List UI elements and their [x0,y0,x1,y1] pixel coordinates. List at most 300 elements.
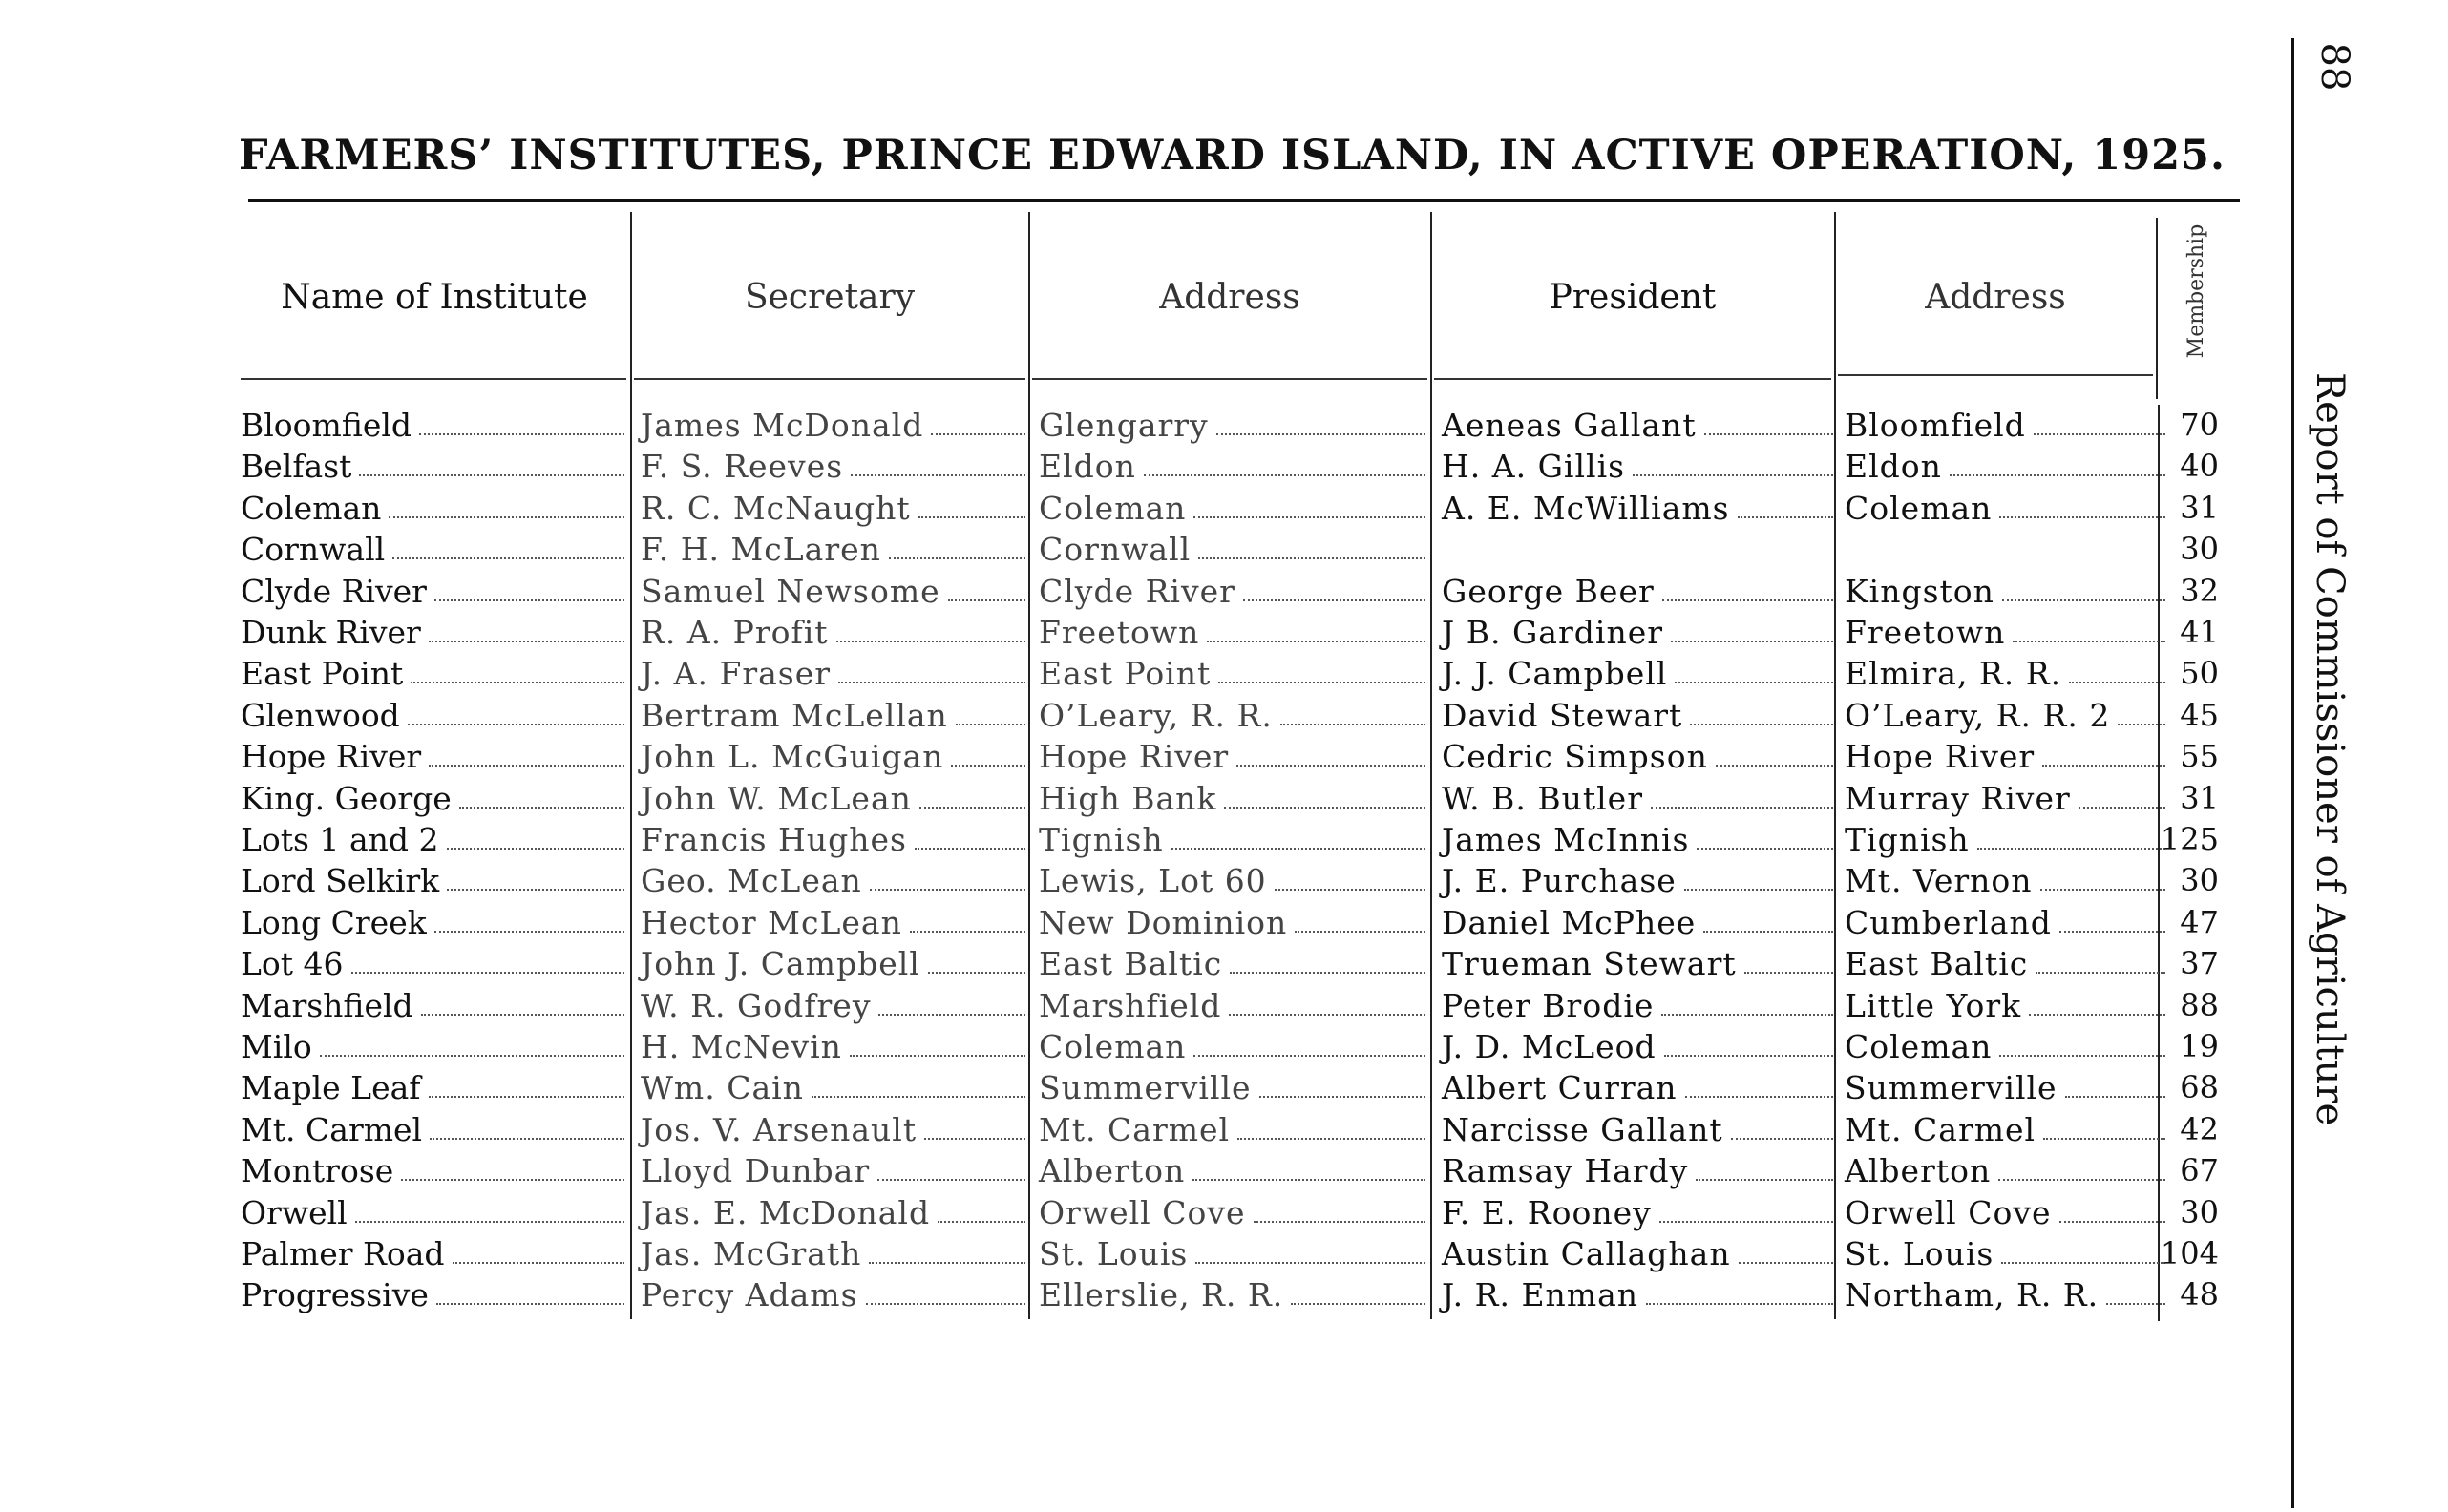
dot-leader [2013,640,2165,642]
dot-leader [2002,599,2165,601]
cell-membership-text: 50 [2180,655,2219,691]
dot-leader [877,1179,1025,1181]
cell-president [1442,612,1833,653]
dot-leader [1690,724,1833,725]
cell-secretary [641,571,1025,612]
cell-president-text: Cedric Simpson [1442,738,1708,775]
cell-president-address [1845,902,2165,943]
cell-secretary [641,1274,1025,1315]
cell-secretary-address-text: Coleman [1039,490,1187,527]
dot-leader [355,1221,624,1223]
table-row [0,612,2291,653]
cell-president-text: J B. Gardiner [1442,614,1663,651]
table-row [0,446,2291,487]
cell-institute [241,902,624,943]
dot-leader [429,765,624,766]
cell-secretary-address-text: Ellerslie, R. R. [1039,1276,1284,1313]
cell-institute-text: Maple Leaf [241,1069,421,1106]
cell-secretary-address-text: O’Leary, R. R. [1039,697,1273,734]
dot-leader [2034,433,2165,435]
dot-leader [1671,640,1833,642]
cell-president-address [1845,1150,2165,1191]
cell-president-text: J. E. Purchase [1442,862,1677,899]
dot-leader [1216,433,1425,435]
page-title: FARMERS’ INSTITUTES, PRINCE EDWARD ISLAND, IN ACTIVE OPERATION, 1925. [239,132,2226,179]
cell-president-address-text: O’Leary, R. R. 2 [1845,697,2111,734]
cell-president-text: James McInnis [1442,821,1690,858]
cell-secretary [641,1192,1025,1233]
dot-leader [878,1014,1025,1016]
dot-leader [389,516,624,518]
cell-secretary-text: Jos. V. Arsenault [641,1111,918,1148]
cell-secretary-address-text: East Point [1039,655,1212,692]
dot-leader [1999,516,2165,518]
cell-president-text: J. J. Campbell [1442,655,1668,692]
cell-secretary [641,1067,1025,1108]
cell-secretary [641,985,1025,1026]
cell-secretary-text: W. R. Godfrey [641,987,872,1024]
dot-leader [1659,1221,1833,1223]
cell-institute [241,985,624,1026]
cell-president-address-text: Mt. Carmel [1845,1111,2036,1148]
cell-president-address [1845,1192,2165,1233]
cell-institute [241,571,624,612]
table-row [0,860,2291,901]
cell-president-address [1845,571,2165,612]
cell-membership [2167,1150,2226,1191]
dot-leader [836,640,1025,642]
cell-president-text: W. B. Butler [1442,780,1643,817]
cell-institute-text: Hope River [241,738,422,775]
dot-leader [1224,807,1425,808]
cell-president [1442,902,1833,943]
dot-leader [866,1303,1026,1305]
cell-secretary [641,695,1025,736]
header-name-of-institute: Name of Institute [281,278,588,317]
dot-leader [951,765,1025,766]
table-row [0,1233,2291,1274]
cell-president-address-text: Summerville [1845,1069,2058,1106]
cell-membership [2167,1274,2226,1315]
cell-president-address-text: Tignish [1845,821,1970,858]
dot-leader [938,1221,1025,1223]
cell-president-address [1845,405,2165,446]
header-rule [634,378,1025,380]
table-row [0,571,2291,612]
dot-leader [1259,1096,1425,1098]
cell-president-address-text: East Baltic [1845,945,2029,982]
dot-leader [928,972,1025,974]
cell-secretary-address-text: Orwell Cove [1039,1194,1246,1231]
dot-leader [2118,724,2165,725]
dot-leader [919,807,1025,808]
cell-membership-text: 68 [2180,1069,2219,1105]
dot-leader [2001,1262,2165,1264]
dot-leader [2079,807,2165,808]
dot-leader [2106,1303,2165,1305]
dot-leader [2065,1096,2165,1098]
cell-institute [241,860,624,901]
dot-leader [1192,1179,1425,1181]
cell-membership-text: 42 [2180,1111,2219,1147]
cell-secretary-text: Percy Adams [641,1276,858,1313]
dot-leader [1193,1055,1425,1057]
cell-president-address [1845,819,2165,860]
cell-secretary-address [1039,943,1425,984]
cell-secretary-address-text: Eldon [1039,448,1136,485]
title-rule [248,199,2240,202]
cell-secretary-address [1039,653,1425,694]
cell-secretary-address [1039,1274,1425,1315]
cell-secretary [641,612,1025,653]
dot-leader [1662,599,1833,601]
cell-membership [2167,736,2226,777]
cell-secretary-address-text: Hope River [1039,738,1230,775]
dot-leader [1998,1179,2165,1181]
cell-membership-text: 30 [2180,862,2219,898]
cell-president-address [1845,529,2165,570]
dot-leader [1193,516,1425,518]
cell-membership-text: 40 [2180,448,2219,484]
cell-membership-text: 41 [2180,614,2219,650]
dot-leader [1236,765,1425,766]
cell-institute [241,1150,624,1191]
header-membership [2142,218,2218,399]
cell-president-address [1845,488,2165,529]
cell-president-address-text: Little York [1845,987,2022,1024]
cell-institute-text: Lots 1 and 2 [241,821,439,858]
cell-secretary-text: H. McNevin [641,1028,842,1065]
cell-membership-text: 70 [2180,407,2219,443]
cell-institute-text: Montrose [241,1152,394,1189]
dot-leader [434,599,624,601]
table-row [0,405,2291,446]
cell-secretary-address [1039,695,1425,736]
table-row [0,488,2291,529]
dot-leader [1744,972,1833,974]
table-row [0,1067,2291,1108]
dot-leader [1230,972,1425,974]
cell-president [1442,860,1833,901]
cell-secretary-text: Jas. McGrath [641,1235,862,1272]
cell-secretary-text: Samuel Newsome [641,573,940,610]
dot-leader [1195,1262,1425,1264]
dot-leader [1633,474,1833,476]
cell-institute [241,488,624,529]
cell-president-text: F. E. Rooney [1442,1194,1652,1231]
table-row [0,695,2291,736]
cell-secretary [641,860,1025,901]
dot-leader [870,889,1025,891]
cell-secretary [641,1150,1025,1191]
header-rule [1434,378,1831,380]
cell-secretary-text: Wm. Cain [641,1069,804,1106]
cell-president-text: Austin Callaghan [1442,1235,1731,1272]
cell-membership-text: 31 [2180,490,2219,526]
dot-leader [1280,724,1425,725]
cell-membership-text: 30 [2180,1194,2219,1230]
table-row [0,1150,2291,1191]
cell-membership [2167,1109,2226,1150]
dot-leader [1999,1055,2165,1057]
cell-secretary [641,778,1025,819]
cell-secretary-address-text: Clyde River [1039,573,1235,610]
dot-leader [812,1096,1025,1098]
cell-institute-text: Clyde River [241,573,427,610]
cell-president [1442,571,1833,612]
cell-institute-text: Cornwall [241,531,386,568]
cell-president-address-text: Bloomfield [1845,407,2026,444]
dot-leader [918,516,1025,518]
cell-secretary-address-text: Summerville [1039,1069,1252,1106]
dot-leader [1739,1262,1833,1264]
cell-president-address-text: Freetown [1845,614,2006,651]
cell-secretary-address [1039,860,1425,901]
page-number [2296,29,2373,105]
dot-leader [1685,1096,1833,1098]
dot-leader [2069,682,2165,683]
cell-president-text: Trueman Stewart [1442,945,1737,982]
cell-president-text: Albert Curran [1442,1069,1678,1106]
cell-president [1442,653,1833,694]
cell-president [1442,1274,1833,1315]
cell-president-address [1845,1067,2165,1108]
cell-secretary-address [1039,1150,1425,1191]
cell-president-address-text: Coleman [1845,1028,1993,1065]
cell-secretary-address [1039,736,1425,777]
cell-institute [241,446,624,487]
cell-membership-text: 32 [2180,573,2219,609]
cell-president [1442,1026,1833,1067]
cell-president-address [1845,860,2165,901]
dot-leader [1977,848,2165,850]
cell-president [1442,488,1833,529]
dot-leader [436,1303,624,1305]
cell-institute [241,1192,624,1233]
cell-membership [2167,985,2226,1026]
cell-membership [2167,860,2226,901]
cell-president-text: Ramsay Hardy [1442,1152,1689,1189]
dot-leader [434,931,624,933]
header-address: Address [1159,278,1300,317]
cell-secretary-address-text: Cornwall [1039,531,1192,568]
cell-institute-text: Belfast [241,448,352,485]
page-number-text: 88 [2312,42,2356,92]
table-row [0,819,2291,860]
cell-membership-text: 48 [2180,1276,2219,1312]
dot-leader [838,682,1025,683]
cell-membership [2167,943,2226,984]
cell-president-address [1845,1233,2165,1274]
cell-secretary-text: John J. Campbell [641,945,920,982]
cell-secretary-text: F. H. McLaren [641,531,881,568]
dot-leader [1243,599,1425,601]
cell-secretary [641,653,1025,694]
cell-institute-text: Marshfield [241,987,413,1024]
table-row [0,1192,2291,1233]
cell-president [1442,1109,1833,1150]
header-president: President [1549,278,1717,317]
cell-membership [2167,1192,2226,1233]
cell-president-address-text: Elmira, R. R. [1845,655,2062,692]
dot-leader [1198,557,1425,559]
cell-membership-text: 45 [2180,697,2219,733]
cell-institute-text: King. George [241,780,452,817]
cell-secretary [641,529,1025,570]
cell-secretary-address [1039,446,1425,487]
cell-membership [2160,1233,2226,1274]
cell-secretary-text: Bertram McLellan [641,697,948,734]
cell-membership [2167,902,2226,943]
cell-institute [241,736,624,777]
cell-institute-text: East Point [241,655,404,692]
cell-president-address [1845,985,2165,1026]
header-membership-label: Membership [2184,223,2208,359]
cell-secretary-address [1039,612,1425,653]
header-address: Address [1925,278,2066,317]
dot-leader [392,557,624,559]
dot-leader [1738,516,1833,518]
cell-secretary [641,1026,1025,1067]
dot-leader [1684,889,1833,891]
dot-leader [408,724,624,725]
cell-secretary-text: Francis Hughes [641,821,907,858]
dot-leader [910,931,1025,933]
cell-president-address [1845,446,2165,487]
cell-president-address [1845,943,2165,984]
cell-membership-text: 104 [2160,1235,2219,1271]
dot-leader [889,557,1025,559]
cell-president-address [1845,1274,2165,1315]
table-row [0,1109,2291,1150]
cell-membership-text: 67 [2180,1152,2219,1188]
dot-leader [1675,682,1833,683]
cell-president-text: David Stewart [1442,697,1683,734]
cell-membership [2167,571,2226,612]
dot-leader [1664,1055,1833,1057]
dot-leader [2059,931,2165,933]
dot-leader [851,474,1025,476]
cell-institute-text: Mt. Carmel [241,1111,423,1148]
cell-president-address [1845,778,2165,819]
cell-president-text: J. D. McLeod [1442,1028,1657,1065]
cell-secretary-address [1039,1109,1425,1150]
cell-president-address-text: Kingston [1845,573,1994,610]
cell-secretary-text: Lloyd Dunbar [641,1152,871,1189]
cell-secretary-address [1039,1026,1425,1067]
cell-membership [2167,653,2226,694]
dot-leader [419,433,624,435]
cell-membership [2167,612,2226,653]
cell-secretary-text: John W. McLean [641,780,912,817]
dot-leader [1144,474,1425,476]
cell-secretary-address [1039,985,1425,1026]
cell-secretary-address [1039,488,1425,529]
table-row [0,1274,2291,1315]
dot-leader [359,474,624,476]
cell-secretary [641,1109,1025,1150]
cell-secretary-text: John L. McGuigan [641,738,944,775]
cell-secretary-address [1039,778,1425,819]
cell-president [1442,943,1833,984]
cell-president-address-text: Coleman [1845,490,1993,527]
cell-president [1442,819,1833,860]
cell-secretary-address-text: Alberton [1039,1152,1186,1189]
cell-institute-text: Lord Selkirk [241,862,440,899]
dot-leader [1731,1138,1833,1140]
cell-secretary [641,488,1025,529]
cell-president-address-text: Alberton [1845,1152,1992,1189]
cell-secretary-address-text: New Dominion [1039,904,1288,941]
cell-secretary-address [1039,1067,1425,1108]
cell-secretary-address-text: Mt. Carmel [1039,1111,1231,1148]
cell-secretary-text: R. A. Profit [641,614,829,651]
cell-secretary [641,943,1025,984]
dot-leader [850,1055,1025,1057]
dot-leader [1237,1138,1425,1140]
cell-membership [2167,446,2226,487]
running-header [2287,372,2373,1155]
cell-secretary [641,902,1025,943]
cell-institute [241,1233,624,1274]
cell-membership [2160,819,2226,860]
cell-secretary-address-text: East Baltic [1039,945,1223,982]
cell-institute [241,529,624,570]
dot-leader [869,1262,1025,1264]
cell-secretary-text: R. C. McNaught [641,490,911,527]
cell-institute [241,1026,624,1067]
cell-membership [2167,778,2226,819]
cell-institute [241,1274,624,1315]
table-row [0,1026,2291,1067]
cell-president-address [1845,736,2165,777]
cell-institute [241,612,624,653]
table-row [0,778,2291,819]
cell-president-text: Peter Brodie [1442,987,1655,1024]
dot-leader [931,433,1025,435]
cell-secretary-address-text: High Bank [1039,780,1217,817]
table-row [0,985,2291,1026]
cell-president-address-text: Eldon [1845,448,1942,485]
cell-institute-text: Coleman [241,490,382,527]
dot-leader [1703,931,1833,933]
cell-secretary-address [1039,819,1425,860]
cell-president [1442,778,1833,819]
cell-president-address [1845,1026,2165,1067]
dot-leader [2043,1138,2165,1140]
dot-leader [924,1138,1025,1140]
cell-membership [2167,405,2226,446]
dot-leader [351,972,624,974]
cell-membership-text: 19 [2180,1028,2219,1064]
dot-leader [915,848,1025,850]
running-header-text: Report of Commissioner of Agriculture [2308,372,2352,1126]
cell-president-address [1845,1109,2165,1150]
cell-membership-text: 88 [2180,987,2219,1023]
cell-secretary-address [1039,902,1425,943]
cell-president [1442,1150,1833,1191]
cell-president-address-text: Orwell Cove [1845,1194,2052,1231]
dot-leader [459,807,624,808]
dot-leader [1950,474,2165,476]
cell-president-text: H. A. Gillis [1442,448,1626,485]
cell-institute [241,819,624,860]
cell-institute-text: Long Creek [241,904,427,941]
cell-secretary-text: Hector McLean [641,904,902,941]
cell-membership [2167,1067,2226,1108]
cell-secretary-address [1039,571,1425,612]
dot-leader [1661,1014,1833,1016]
